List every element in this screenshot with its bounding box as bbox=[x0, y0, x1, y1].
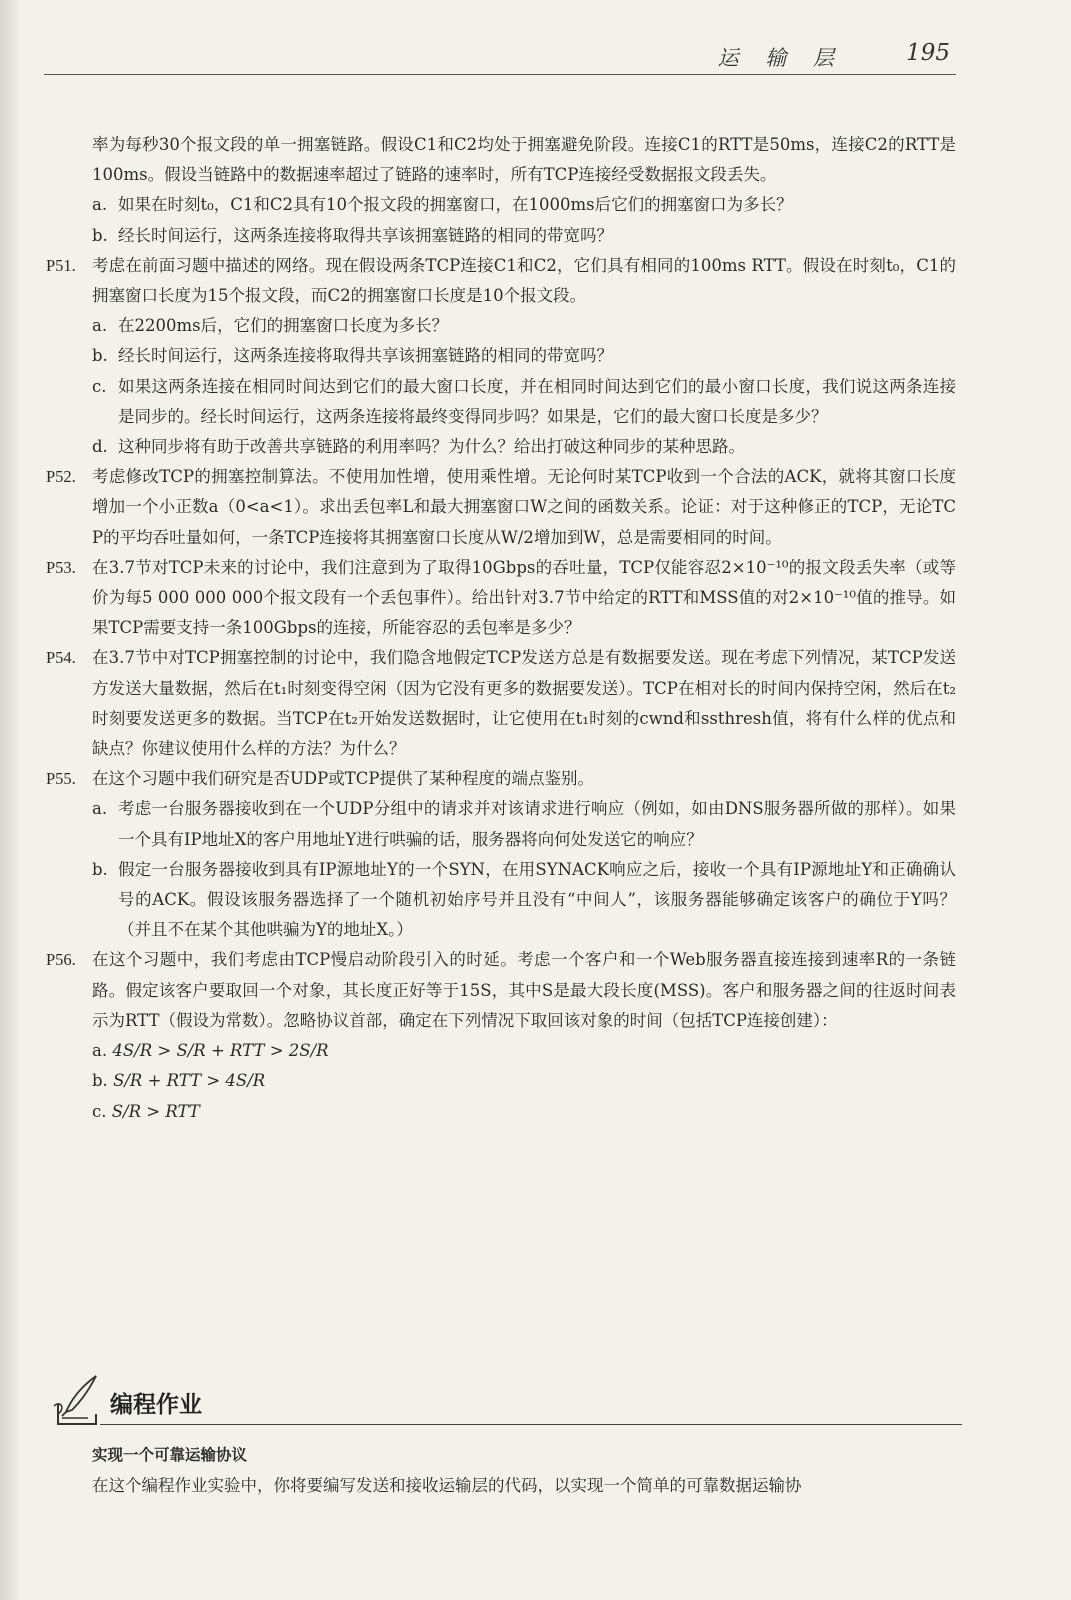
page-number: 195 bbox=[906, 40, 950, 66]
item-label: a. bbox=[92, 799, 108, 819]
item-label: b. bbox=[92, 859, 108, 879]
problem-number: P54. bbox=[46, 648, 76, 668]
pen-and-paper-icon bbox=[52, 1374, 102, 1428]
item-text: 如果这两条连接在相同时间达到它们的最大窗口长度，并在相同时间达到它们的最小窗口长度，我们说这两条连接是同步的。经长时间运行，这两条连接将最终变得同步吗？如果是，它们的最大窗口长度是多少？ bbox=[118, 376, 956, 426]
problem-p51 bbox=[0, 251, 1071, 462]
list-item bbox=[0, 372, 1071, 432]
page-body bbox=[0, 130, 1071, 1127]
list-item bbox=[0, 341, 1071, 371]
item-label: b. bbox=[92, 1071, 108, 1091]
list-item bbox=[0, 855, 1071, 946]
list-item bbox=[0, 1097, 1071, 1127]
item-text: S/R + RTT > 4S/R bbox=[113, 1071, 266, 1091]
problem-number: P56. bbox=[46, 950, 76, 970]
item-text: 经长时间运行，这两条连接将取得共享该拥塞链路的相同的带宽吗？ bbox=[118, 346, 613, 366]
list-item bbox=[0, 190, 1071, 220]
section-divider bbox=[100, 1424, 962, 1425]
item-text: 这种同步将有助于改善共享链路的利用率吗？为什么？给出打破这种同步的某种思路。 bbox=[118, 437, 745, 457]
item-label: b. bbox=[92, 225, 108, 245]
list-item bbox=[0, 432, 1071, 462]
header-title: 运 输 层 bbox=[717, 46, 844, 70]
item-text: 考虑一台服务器接收到在一个UDP分组中的请求并对该请求进行响应（例如，如由DNS服务器所做的那样）。如果一个具有IP地址X的客户用地址Y进行哄骗的话，服务器将向何处发送它的响应？ bbox=[118, 799, 956, 849]
item-label: a. bbox=[92, 316, 108, 336]
problem-number: P55. bbox=[46, 769, 76, 789]
item-text: 在2200ms后，它们的拥塞窗口长度为多长？ bbox=[118, 316, 449, 336]
problem-text: 考虑在前面习题中描述的网络。现在假设两条TCP连接C1和C2，它们具有相同的100ms RTT。假设在时刻t₀，C1的拥塞窗口长度为15个报文段，而C2的拥塞窗口长度是10个报文段。 bbox=[92, 255, 956, 306]
list-item bbox=[0, 794, 1071, 854]
problem-number: P52. bbox=[46, 467, 76, 487]
problem-text: 在3.7节对TCP未来的讨论中，我们注意到为了取得10Gbps的吞吐量，TCP仅能容忍2×10⁻¹⁰的报文段丢失率（或等价为每5 000 000 000个报文段有一个丢包事件）。给出针对3.7节中给定的RTT和MSS值的对2×10⁻¹⁰值的推导。如果TCP需要支持一条100Gbps的连接，所能容忍的丢包率是多少？ bbox=[92, 557, 956, 638]
item-label: b. bbox=[92, 346, 108, 366]
problem-number: P53. bbox=[46, 557, 76, 577]
section-title: 编程作业 bbox=[110, 1392, 202, 1418]
problem-text: 在3.7节中对TCP拥塞控制的讨论中，我们隐含地假定TCP发送方总是有数据要发送。现在考虑下列情况，某TCP发送方发送大量数据，然后在t₁时刻变得空闲（因为它没有更多的数据要发送）。TCP在相对长的时间内保持空闲，然后在t₂时刻要发送更多的数据。当TCP在t₂开始发送数据时，让它使用在t₁时刻的cwnd和ssthresh值，将有什么样的优点和缺点？你建议使用什么样的方法？为什么？ bbox=[92, 648, 956, 759]
item-label: c. bbox=[92, 1101, 107, 1121]
item-label: a. bbox=[92, 1041, 108, 1061]
item-label: d. bbox=[92, 437, 108, 457]
item-text: 如果在时刻t₀，C1和C2具有10个报文段的拥塞窗口，在1000ms后它们的拥塞窗口为多长？ bbox=[118, 195, 793, 215]
problem-p53 bbox=[0, 553, 1071, 644]
problem-text: 在这个习题中我们研究是否UDP或TCP提供了某种程度的端点鉴别。 bbox=[92, 769, 594, 789]
problem-p55 bbox=[0, 764, 1071, 945]
item-text: S/R > RTT bbox=[111, 1101, 200, 1121]
problem-text: 在这个习题中，我们考虑由TCP慢启动阶段引入的时延。考虑一个客户和一个Web服务器直接连接到速率R的一条链路。假定该客户要取回一个对象，其长度正好等于15S，其中S是最大段长度(MSS)。客户和服务器之间的往返时间表示为RTT（假设为常数）。忽略协议首部，确定在下列情况下取回该对象的时间（包括TCP连接创建）： bbox=[92, 950, 956, 1030]
section-subheading: 实现一个可靠运输协议 bbox=[92, 1446, 248, 1464]
section-paragraph: 在这个编程作业实验中，你将要编写发送和接收运输层的代码，以实现一个简单的可靠数据运输协 bbox=[92, 1476, 802, 1495]
problem-p52 bbox=[0, 462, 1071, 553]
item-text: 4S/R > S/R + RTT > 2S/R bbox=[112, 1041, 329, 1061]
item-text: 假定一台服务器接收到具有IP源地址Y的一个SYN，在用SYNACK响应之后，接收一个具有IP源地址Y和正确确认号的ACK。假设该服务器选择了一个随机初始序号并且没有“中间人”，该服务器能够确定该客户的确位于Y吗？（并且不在某个其他哄骗为Y的地址X。） bbox=[118, 859, 956, 940]
problem-number: P51. bbox=[46, 255, 76, 275]
problem-text: 考虑修改TCP的拥塞控制算法。不使用加性增，使用乘性增。无论何时某TCP收到一个合法的ACK，就将其窗口长度增加一个小正数a（0<a<1）。求出丢包率L和最大拥塞窗口W之间的函数关系。论证：对于这种修正的TCP，无论TCP的平均吞吐量如何，一条TCP连接将其拥塞窗口长度从W/2增加到W，总是需要相同的时间。 bbox=[92, 467, 956, 547]
section-header bbox=[48, 1372, 962, 1434]
item-label: c. bbox=[92, 376, 107, 396]
problem-p54 bbox=[0, 643, 1071, 764]
problem-p56 bbox=[0, 945, 1071, 1126]
item-text: 经长时间运行，这两条连接将取得共享该拥塞链路的相同的带宽吗？ bbox=[118, 225, 613, 245]
list-item bbox=[0, 1066, 1071, 1096]
intro-paragraph: 率为每秒30个报文段的单一拥塞链路。假设C1和C2均处于拥塞避免阶段。连接C1的RTT是50ms，连接C2的RTT是100ms。假设当链路中的数据速率超过了链路的速率时，所有TCP连接经受数据报文段丢失。 bbox=[92, 135, 956, 185]
list-item bbox=[0, 1036, 1071, 1066]
item-label: a. bbox=[92, 195, 108, 215]
running-header bbox=[44, 38, 956, 75]
list-item bbox=[0, 311, 1071, 341]
list-item bbox=[0, 221, 1071, 251]
